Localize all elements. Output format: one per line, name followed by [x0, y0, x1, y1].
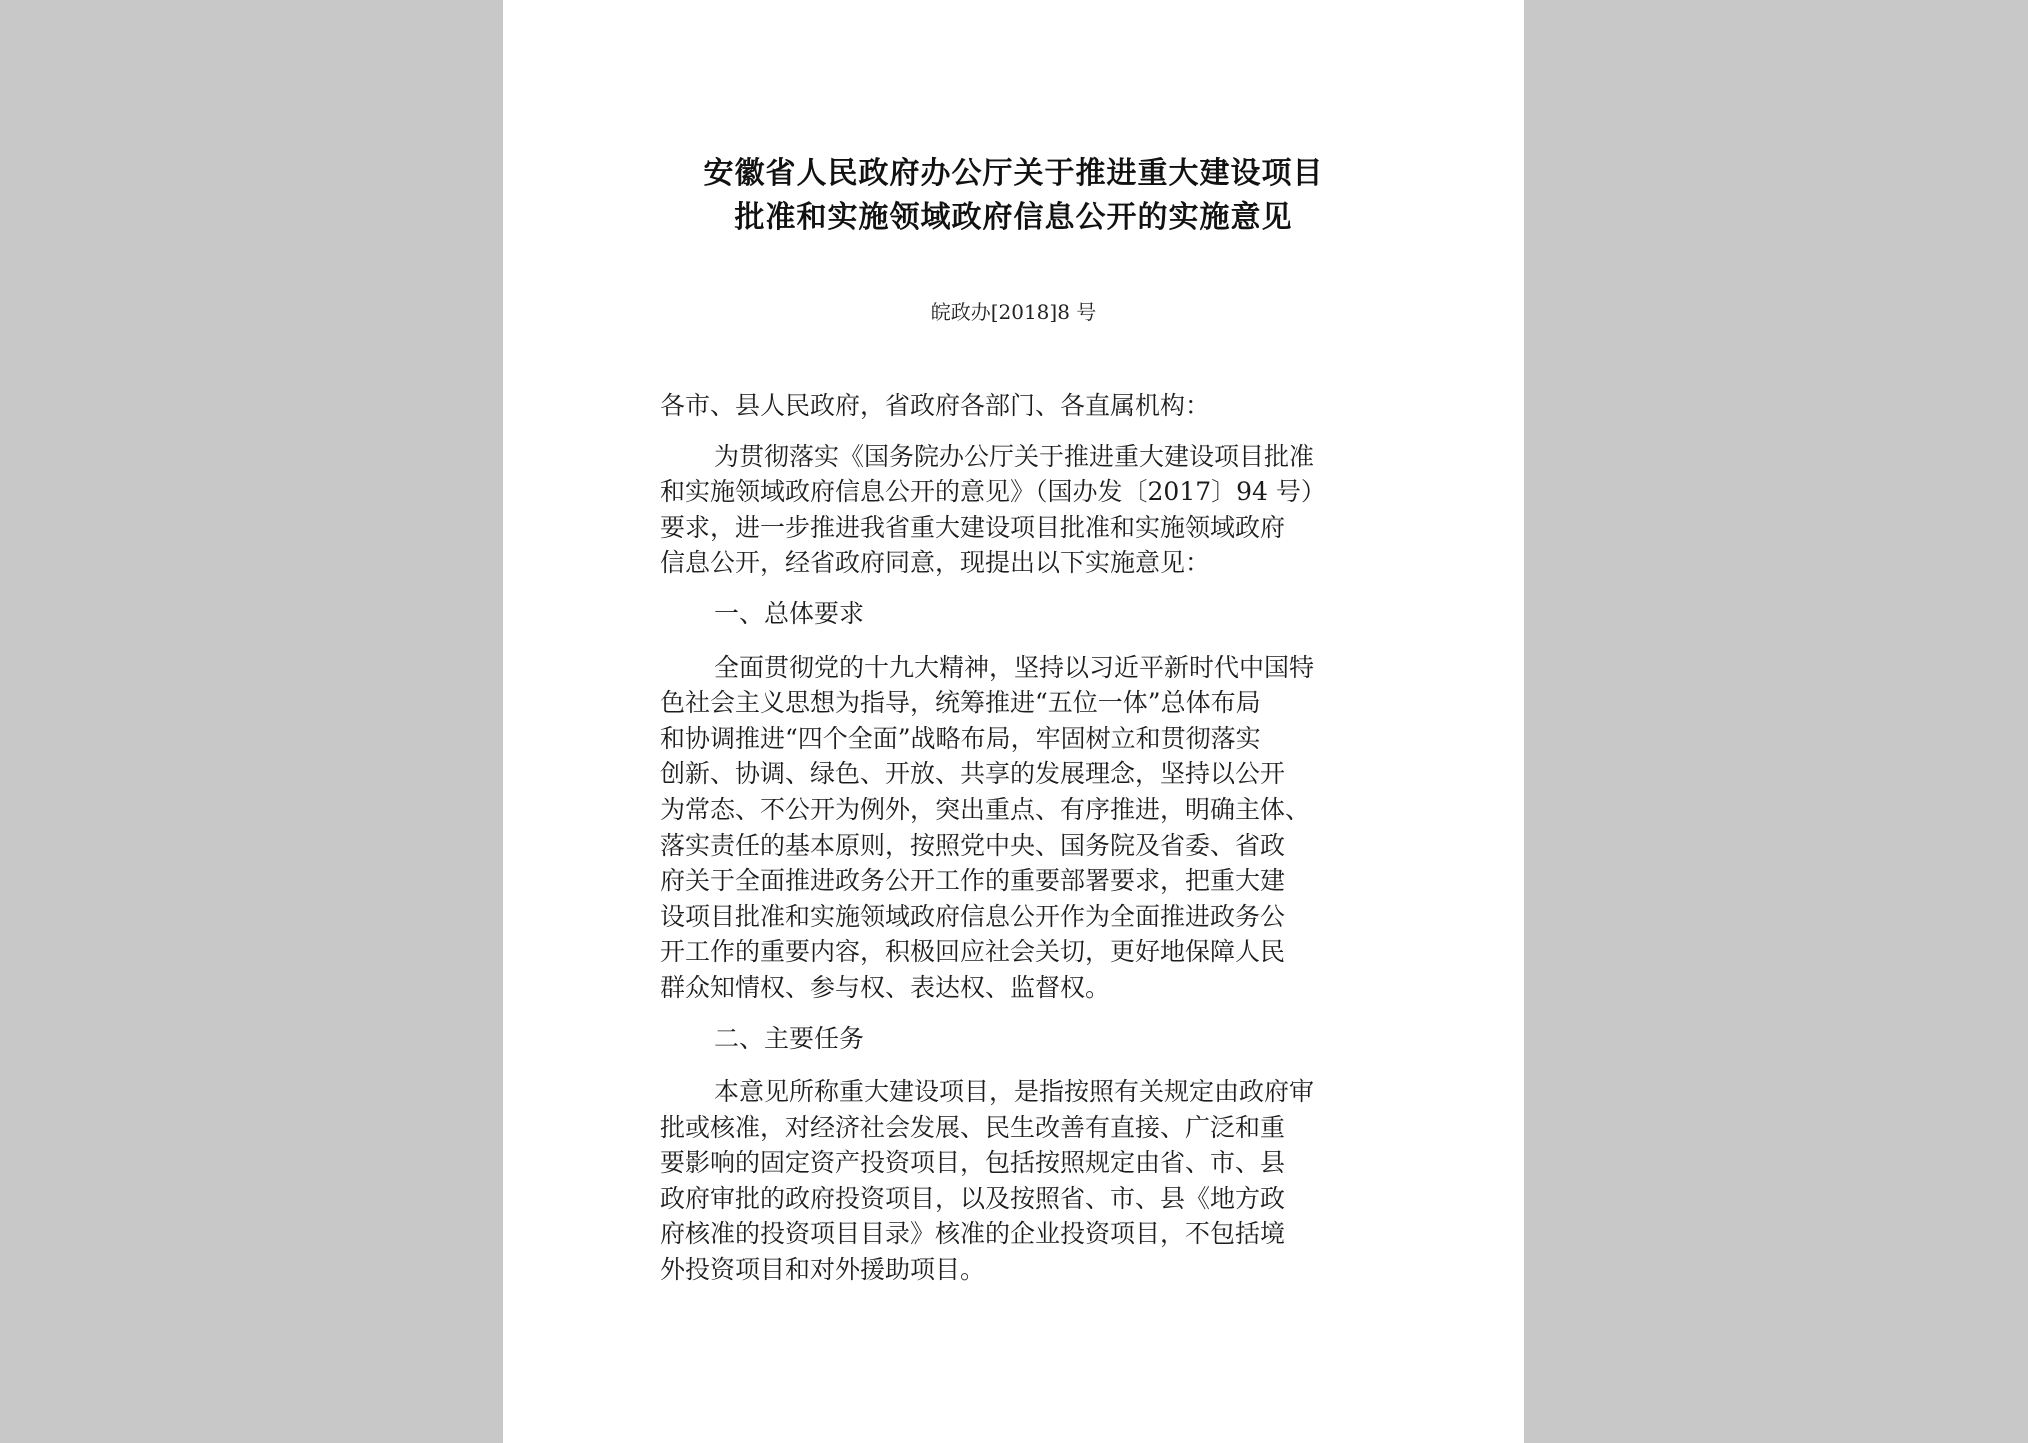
document-page — [503, 0, 1524, 1443]
section-2-heading: 二、主要任务 — [714, 1023, 865, 1053]
section-2-line: 批或核准，对经济社会发展、民生改善有直接、广泛和重 — [660, 1112, 1286, 1142]
section-1-line: 开工作的重要内容，积极回应社会关切，更好地保障人民 — [660, 937, 1286, 967]
section-2-line: 外投资项目和对外援助项目。 — [660, 1255, 986, 1285]
intro-line: 和实施领域政府信息公开的意见》（国办发〔2017〕94 号） — [660, 477, 1326, 507]
section-1-paragraph — [660, 650, 1390, 1006]
section-1-line: 色社会主义思想为指导，统筹推进“五位一体”总体布局 — [660, 688, 1261, 718]
section-2-paragraph — [660, 1074, 1390, 1288]
section-2-line: 本意见所称重大建设项目，是指按照有关规定由政府审 — [714, 1077, 1315, 1107]
intro-line: 为贯彻落实《国务院办公厅关于推进重大建设项目批准 — [714, 441, 1315, 471]
section-1-line: 为常态、不公开为例外，突出重点、有序推进，明确主体、 — [660, 794, 1311, 824]
document-title-line-2: 批准和实施领域政府信息公开的实施意见 — [734, 200, 1293, 235]
intro-paragraph — [660, 439, 1390, 581]
section-2-line: 要影响的固定资产投资项目，包括按照规定由省、市、县 — [660, 1148, 1286, 1178]
intro-line: 信息公开，经省政府同意，现提出以下实施意见： — [660, 548, 1211, 578]
section-1-line: 府关于全面推进政务公开工作的重要部署要求，把重大建 — [660, 866, 1286, 896]
section-1-line: 群众知情权、参与权、表达权、监督权。 — [660, 972, 1111, 1002]
intro-line: 要求，进一步推进我省重大建设项目批准和实施领域政府 — [660, 512, 1286, 542]
document-number: 皖政办[2018]8 号 — [930, 300, 1097, 324]
salutation: 各市、县人民政府，省政府各部门、各直属机构： — [660, 391, 1211, 420]
section-1-line: 落实责任的基本原则，按照党中央、国务院及省委、省政 — [660, 830, 1286, 860]
document-title-line-1: 安徽省人民政府办公厅关于推进重大建设项目 — [703, 156, 1324, 191]
section-2-line: 府核准的投资项目目录》核准的企业投资项目，不包括境 — [660, 1219, 1286, 1249]
document-body — [660, 388, 1390, 1288]
section-1-heading: 一、总体要求 — [714, 598, 865, 628]
section-1-line: 设项目批准和实施领域政府信息公开作为全面推进政务公 — [660, 901, 1286, 931]
section-1-line: 创新、协调、绿色、开放、共享的发展理念，坚持以公开 — [660, 759, 1286, 789]
section-1-line: 和协调推进“四个全面”战略布局，牢固树立和贯彻落实 — [660, 723, 1261, 753]
section-1-line: 全面贯彻党的十九大精神，坚持以习近平新时代中国特 — [714, 652, 1315, 682]
section-2-line: 政府审批的政府投资项目，以及按照省、市、县《地方政 — [660, 1183, 1286, 1213]
